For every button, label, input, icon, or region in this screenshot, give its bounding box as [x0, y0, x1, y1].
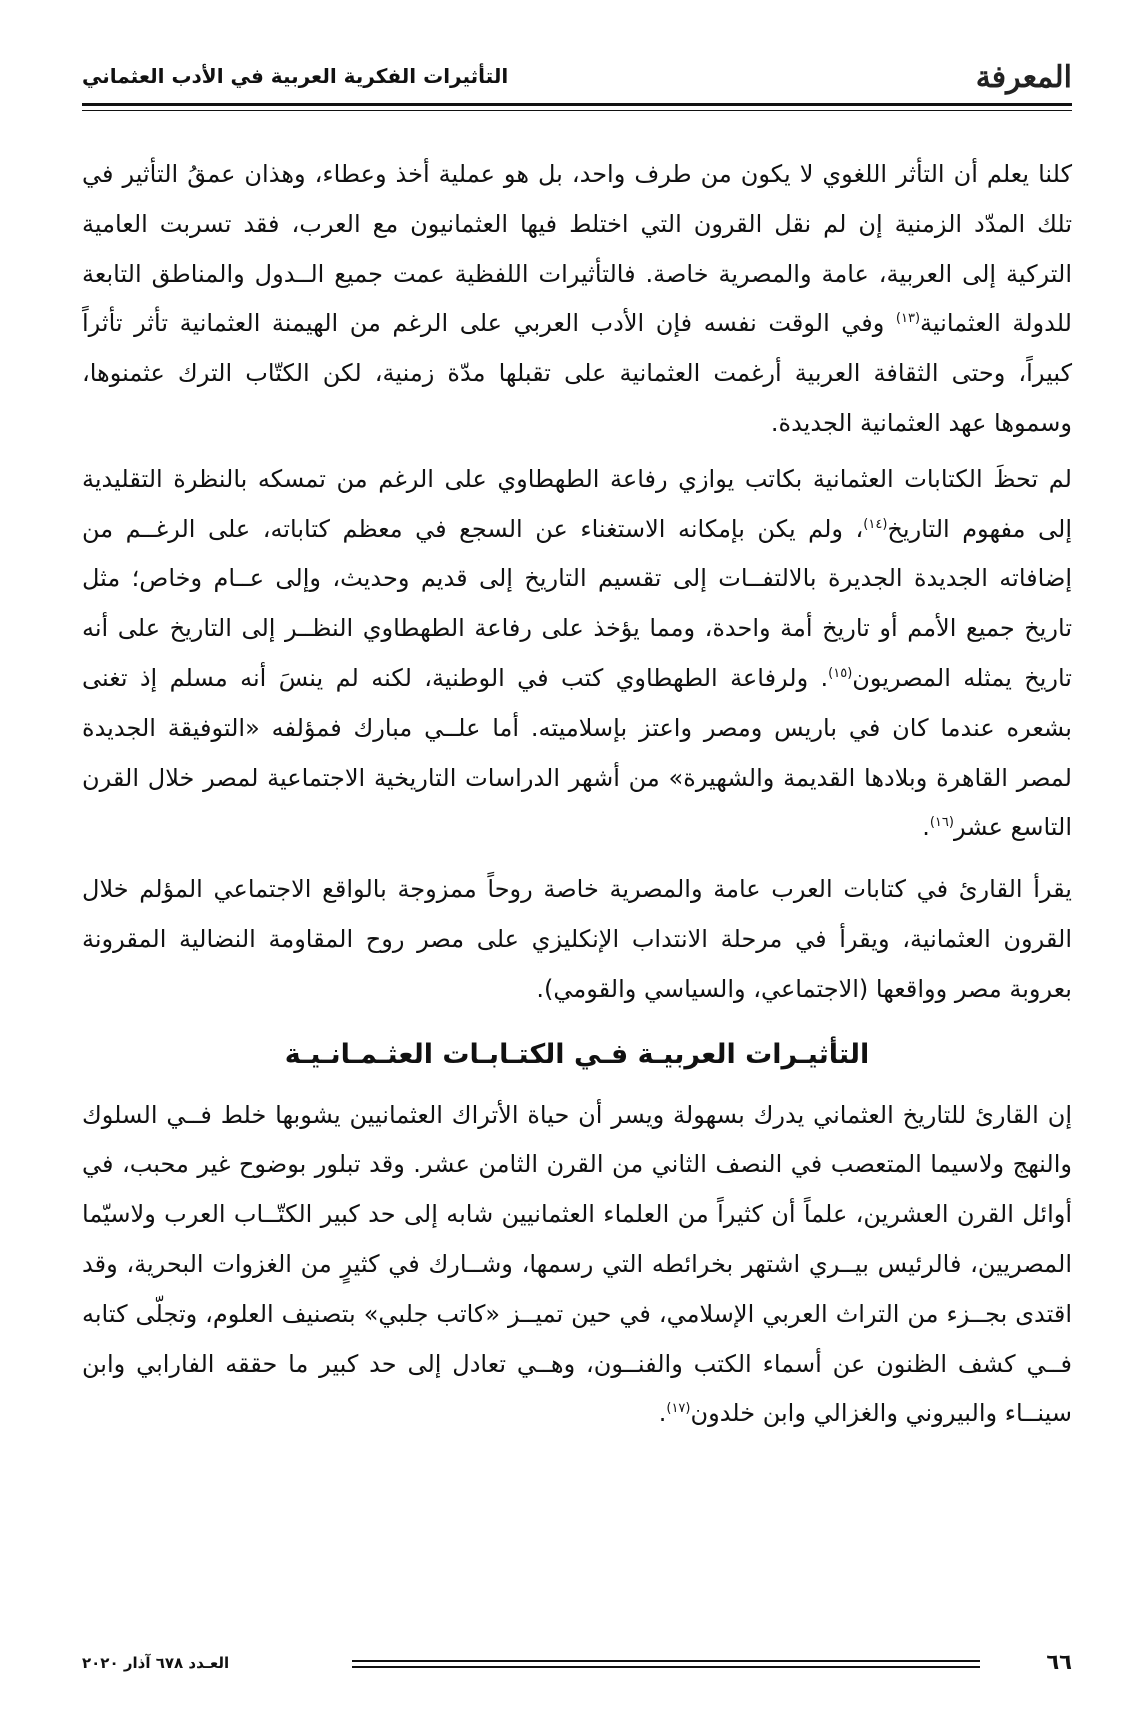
paragraph-2-text-d: .	[922, 813, 930, 842]
page-footer	[82, 1648, 1072, 1688]
paragraph-2	[82, 455, 1072, 853]
footer-rule-bottom	[352, 1666, 980, 1668]
paragraph-1-text-a: كلنا يعلم أن التأثر اللغوي لا يكون من طرف واحد، بل هو عملية أخذ وعطاء، وهذان عمقُ التأثير في تلك المدّد الزمنية إن لم نقل القرون التي اختلط فيها العثمانيون مع العرب، فقد تسربت العامية التركية إلى العربية، عامة والمصرية خاصة. فالتأثيرات اللفظية عمت جميع الــدول والمناطق التابعة للدولة العثمانية	[82, 160, 1072, 338]
footnote-ref-13: (١٣)	[895, 311, 921, 327]
page-header	[82, 52, 1072, 104]
footnote-ref-17: (١٧)	[666, 1401, 691, 1417]
section-paragraph-end: .	[658, 1399, 667, 1428]
paragraph-1	[82, 150, 1072, 449]
section-paragraph-text: إن القارئ للتاريخ العثماني يدرك بسهولة ويسر أن حياة الأتراك العثمانيين يشوبها خلط فــي السلوك والنهج ولاسيما المتعصب في النصف الثاني من القرن الثامن عشر. وقد تبلور بوضوح غير محبب، في أوائل القرن العشرين، علماً أن كثيراً من العلماء العثمانيين شابه إلى حد كبير الكتّــاب العرب ولاسيّما المصريين، فالرئيس بيــري اشتهر بخرائطه التي رسمها، وشــارك في كثيرٍ من الغزوات البحرية، وقد اقتدى بجــزء من التراث العربي الإسلامي، في حين تميــز «كاتب جلبي» بتصنيف العلوم، وتجلّى كتابه فــي كشف الظنون عن أسماء الكتب والفنــون، وهــي تعادل إلى حد كبير ما حققه الفارابي وابن سينــاء والبيروني والغزالي وابن خلدون	[82, 1100, 1072, 1428]
footer-rule-top	[352, 1660, 980, 1662]
paragraph-1-text-b: وفي الوقت نفسه فإن الأدب العربي على الرغم من الهيمنة العثمانية تأثر تأثراً كبيراً، وحتى الثقافة العربية أرغمت العثمانية على تقبلها مدّة زمنية، لكن الكتّاب الترك عثمنوها، وسموها عهد العثمانية الجديدة.	[82, 309, 1072, 437]
header-rule-thin	[82, 110, 1072, 111]
paragraph-2-text-a: لم تحظَ الكتابات العثمانية بكاتب يوازي رفاعة الطهطاوي على الرغم من تمسكه بالنظرة التقليدية إلى مفهوم التاريخ	[82, 464, 1072, 543]
magazine-logo: المعرفة	[975, 60, 1072, 95]
section-heading: التأثيـرات العربيـة فـي الكتـابـات العثـمـانـيـة	[284, 1038, 870, 1070]
footnote-ref-16: (١٦)	[929, 815, 954, 831]
issue-info: العـدد ٦٧٨ آذار ٢٠٢٠	[82, 1654, 230, 1672]
page-number: ٦٦	[1046, 1650, 1072, 1674]
footnote-ref-15: (١٥)	[828, 665, 853, 681]
running-title: التأثيرات الفكرية العربية في الأدب العثماني	[82, 64, 509, 88]
article-body	[82, 150, 1072, 1451]
paragraph-2-text-b: ، ولم يكن بإمكانه الاستغناء عن السجع في معظم كتاباته، على الرغــم من إضافاته الجديدة الجديرة بالالتفــات إلى تقسيم التاريخ إلى قديم وحديث، وإلى عــام وخاص؛ مثل تاريخ جميع الأمم أو تاريخ أمة واحدة، ومما يؤخذ على رفاعة الطهطاوي النظــر إلى التاريخ على أنه تاريخ يمثله المصريون	[82, 514, 1072, 692]
footnote-ref-14: (١٤)	[863, 516, 888, 532]
paragraph-3: يقرأ القارئ في كتابات العرب عامة والمصرية خاصة روحاً ممزوجة بالواقع الاجتماعي المؤلم خلال القرون العثمانية، ويقرأ في مرحلة الانتداب الإنكليزي على مصر روح المقاومة النضالية المقرونة بعروبة مصر وواقعها (الاجتماعي، والسياسي والقومي).	[82, 875, 1072, 1003]
header-rule-thick	[82, 103, 1072, 106]
section-paragraph	[82, 1091, 1072, 1440]
paragraph-2-text-c: . ولرفاعة الطهطاوي كتب في الوطنية، لكنه لم ينسَ أنه مسلم إذ تغنى بشعره عندما كان في باريس ومصر واعتز بإسلاميته. أما علــي مبارك فمؤلفه «التوفيقة الجديدة لمصر القاهرة وبلادها القديمة والشهيرة» من أشهر الدراسات التاريخية الاجتماعية لمصر خلال القرن التاسع عشر	[82, 663, 1072, 842]
